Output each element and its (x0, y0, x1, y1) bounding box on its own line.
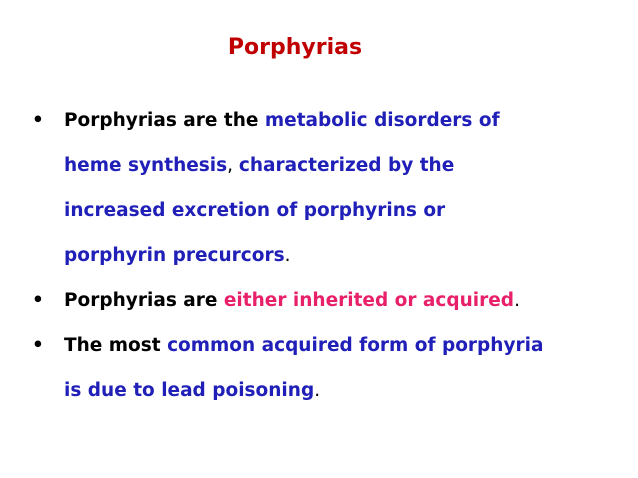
bullet-line (64, 188, 622, 233)
text-run-emphasis: metabolic disorders of (264, 110, 500, 131)
bullet-icon: • (32, 110, 44, 131)
bullet-line (64, 143, 622, 188)
bullet-line (64, 278, 622, 323)
text-run-highlight: either inherited or acquired (223, 290, 515, 311)
text-run: . (284, 245, 291, 266)
bullet-icon: • (32, 290, 44, 311)
text-run: Porphyrias are (64, 290, 224, 311)
bullet-line (64, 233, 622, 278)
bullet-item (32, 98, 622, 278)
bullet-list (32, 98, 622, 413)
text-run: Porphyrias are the (64, 110, 265, 131)
text-run-emphasis: increased excretion of porphyrins or (64, 200, 446, 221)
text-run: . (514, 290, 520, 311)
text-run: The most (64, 335, 168, 356)
bullet-icon: • (32, 335, 44, 356)
text-run: , (227, 155, 239, 176)
bullet-line (64, 323, 622, 368)
text-run-emphasis: characterized by the (238, 155, 455, 176)
text-run-emphasis: common acquired form of porphyria (167, 335, 544, 356)
bullet-line (64, 368, 622, 413)
text-run: . (314, 380, 321, 401)
slide-title: Porphyrias (227, 35, 363, 60)
bullet-item (32, 278, 622, 323)
text-run-emphasis: is due to lead poisoning (64, 380, 315, 401)
text-run-emphasis: heme synthesis (64, 155, 228, 176)
bullet-item (32, 323, 622, 413)
text-run-emphasis: porphyrin precurcors (64, 245, 285, 266)
bullet-line (64, 98, 622, 143)
